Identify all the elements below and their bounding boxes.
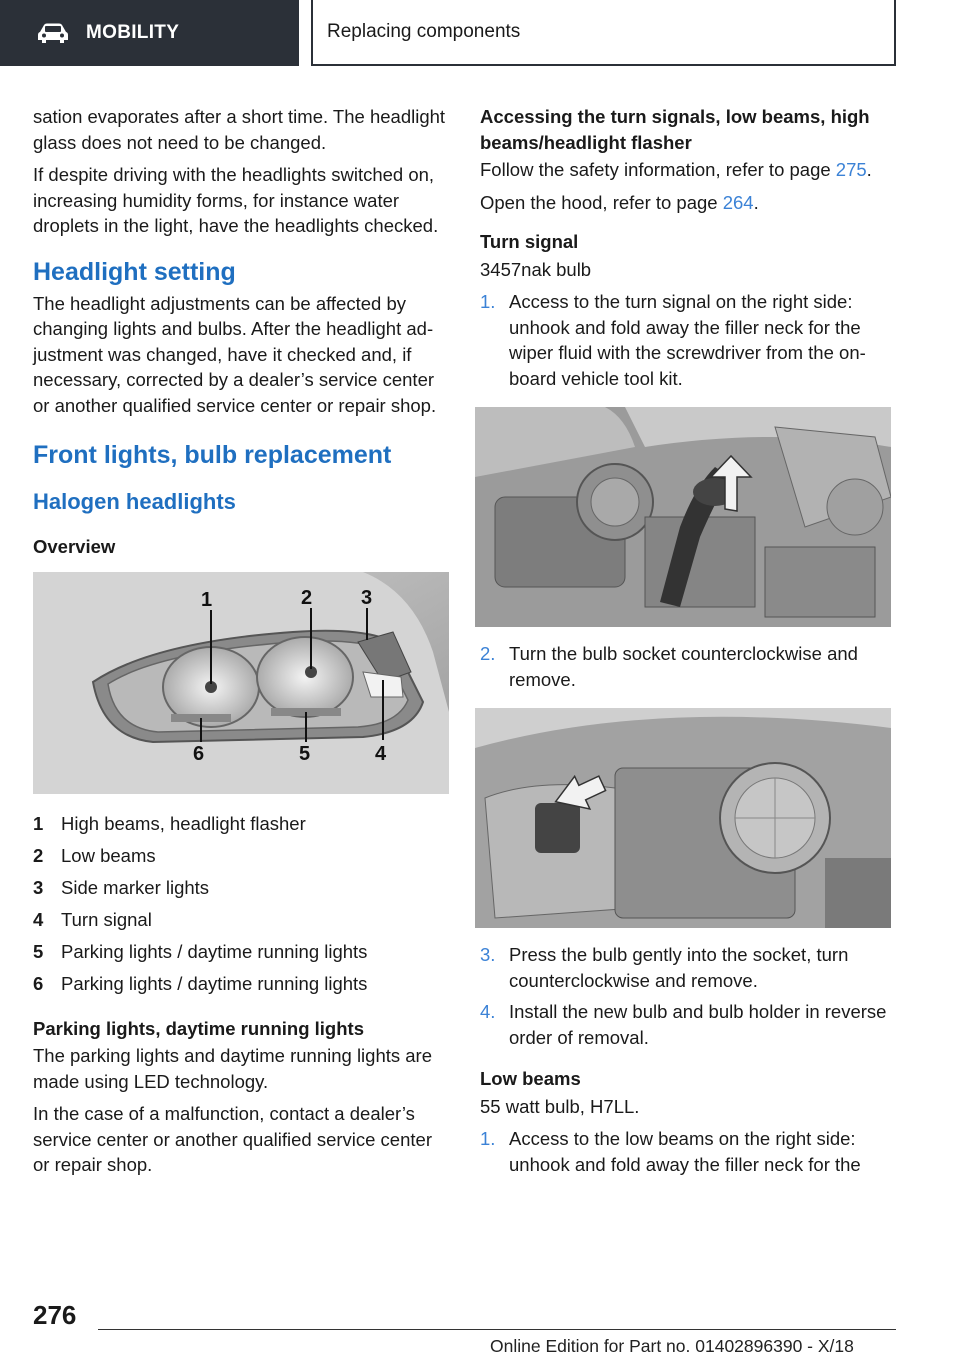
engine-bay-illustration-2 [475,708,891,928]
turn-signal-bulb: 3457nak bulb [480,258,592,280]
step-text: Press the bulb gently into the socket, turn counterclockwise and remove. [509,944,849,991]
heading-headlight-setting: Headlight setting [33,257,236,286]
step-number: 4. [480,1001,496,1022]
figure-label-6: 6 [193,742,205,765]
figure-label-4: 4 [375,742,387,765]
paragraph-headlight-setting: The headlight adjustments can be affected by changing lights and bulbs. After the headlight adjustment was changed, have it checked and, if necessary, corrected by a dealer’s service center or another qualified service center or repair shop. [33,292,437,416]
step-text: Turn the bulb socket counterclockwise and remove. [509,643,858,690]
step-number: 1. [480,291,496,312]
paragraph-condensation: sation evaporates after a short time. The headlight glass does not need to be changed. [33,106,446,153]
legend-text: High beams, headlight flasher [61,812,306,834]
bulb-socket-figure [475,708,891,928]
heading-accessing: Accessing the turn signals, low beams, high beams/headlight flasher [480,106,870,153]
step-number: 1. [480,1128,496,1149]
turn-signal-steps-final [480,942,900,1050]
legend-item [33,936,449,968]
paragraph-hood [480,190,900,216]
paragraph-humidity: If despite driving with the headlights switched on, increasing humidity forms, for instance water droplets in the light, have the headlights checked. [33,164,439,236]
list-item [480,289,900,391]
list-item [480,641,900,692]
list-item [480,1126,900,1177]
legend-text: Turn signal [61,908,152,930]
safety-text: Follow the safety information, refer to page [480,159,836,180]
chapter-title: Replacing components [327,21,521,42]
period: . [866,159,872,180]
legend-item [33,840,449,872]
legend-item [33,904,449,936]
page-link-264[interactable]: 264 [722,191,754,213]
paragraph-safety [480,157,900,183]
turn-signal-steps-cont [480,641,900,692]
legend-text: Low beams [61,844,156,866]
legend-text: Parking lights / daytime running lights [61,940,368,962]
figure-label-3: 3 [361,586,373,609]
legend-number: 1 [33,812,44,834]
legend-text: Side marker lights [61,876,210,898]
figure-label-5: 5 [299,742,311,765]
heading-halogen: Halogen headlights [33,489,236,514]
legend-text: Parking lights / daytime running lights [61,972,368,994]
step-text: Access to the low beams on the right side: unhook and fold away the filler neck for the [509,1128,861,1175]
headlight-overview-figure [33,572,449,794]
legend-item [33,808,449,840]
legend-number: 3 [33,876,44,898]
figure-label-1: 1 [201,588,213,611]
heading-parking-lights: Parking lights, daytime running lights [33,1017,364,1039]
period: . [753,191,759,213]
legend-number: 2 [33,844,44,866]
step-text: Access to the turn signal on the right side: unhook and fold away the filler neck for the wiper fluid with the screwdriver from the onboard vehicle tool kit. [509,291,866,389]
hood-text: Open the hood, refer to page [480,191,723,213]
legend-number: 6 [33,972,44,994]
low-beams-steps [480,1126,900,1177]
figure-legend [33,808,449,1000]
legend-number: 5 [33,940,44,962]
step-number: 3. [480,944,496,965]
low-beams-bulb: 55 watt bulb, H7LL. [480,1095,640,1117]
heading-front-lights: Front lights, bulb replacement [33,441,392,469]
edition-footer: Online Edition for Part no. 01402896390 - X/18 [490,1336,854,1356]
headlight-illustration [33,572,449,794]
section-label: MOBILITY [86,22,180,43]
chapter-header [311,0,896,66]
page-header [0,0,960,66]
section-tab [0,0,299,66]
heading-low-beams: Low beams [480,1068,581,1089]
list-item [480,999,900,1050]
turn-signal-access-figure [475,407,891,627]
figure-label-2: 2 [301,586,313,609]
step-text: Install the new bulb and bulb holder in reverse order of removal. [509,1001,887,1048]
right-column [480,104,900,1183]
engine-bay-illustration-1 [475,407,891,627]
footer-divider [98,1329,896,1330]
paragraph-malfunction: In the case of a malfunction, contact a dealer’s service center or another qualified service center or repair shop. [33,1103,432,1175]
page-number: 276 [33,1300,77,1330]
paragraph-led: The parking lights and daytime running lights are made using LED technology. [33,1045,433,1092]
legend-item [33,968,449,1000]
legend-number: 4 [33,908,44,930]
heading-overview: Overview [33,536,116,557]
step-number: 2. [480,643,496,664]
legend-item [33,872,449,904]
turn-signal-steps [480,289,900,391]
heading-turn-signal: Turn signal [480,231,579,252]
page-link-275[interactable]: 275 [835,159,867,180]
left-column [33,104,449,1185]
list-item [480,942,900,993]
car-icon [36,22,70,44]
